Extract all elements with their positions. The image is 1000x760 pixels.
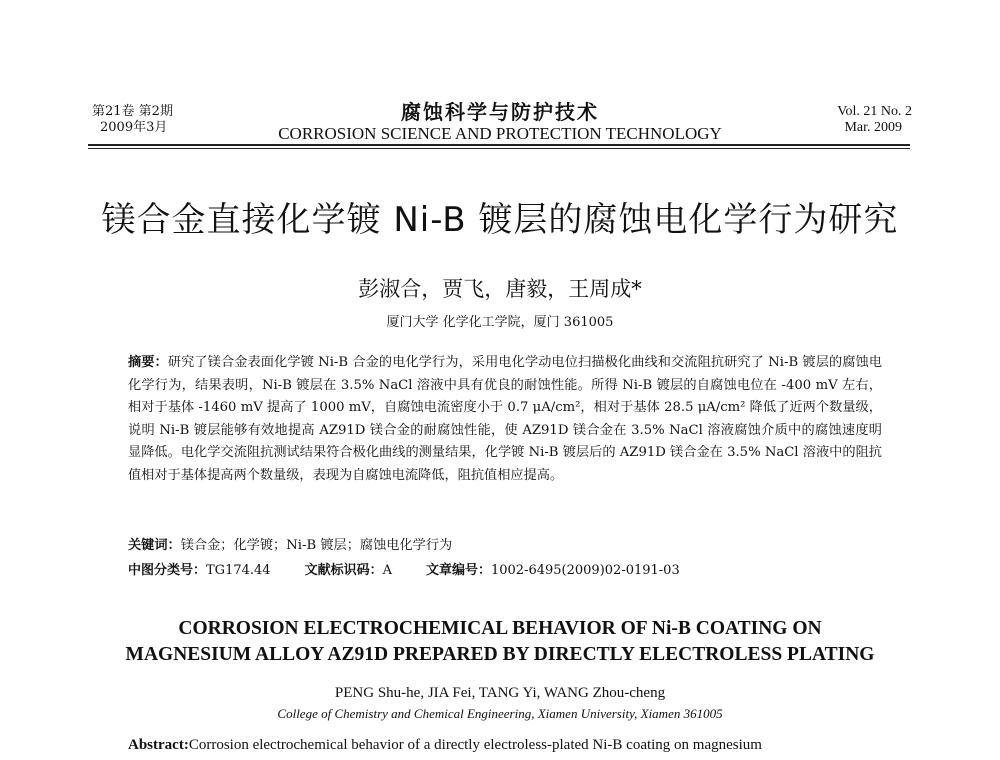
doc-code-label: 文献标识码：: [304, 563, 383, 578]
doc-code-value: A: [382, 563, 392, 578]
journal-title-en: CORROSION SCIENCE AND PROTECTION TECHNOLOGY: [278, 124, 722, 143]
date-en: Mar. 2009: [844, 120, 902, 135]
keywords-cn: [128, 536, 882, 556]
header-left: [92, 104, 173, 136]
volume-issue-en: Vol. 21 No. 2: [837, 104, 912, 119]
header-rule-thick: [88, 144, 910, 146]
article-title-en-line2: MAGNESIUM ALLOY AZ91D PREPARED BY DIRECTLY ELECTROLESS PLATING: [125, 644, 875, 665]
article-no-value: 1002-6495(2009)02-0191-03: [490, 563, 680, 578]
abstract-cn: [128, 352, 882, 487]
clc-value: TG174.44: [206, 563, 271, 578]
affiliation-en: College of Chemistry and Chemical Engineering, Xiamen University, Xiamen 361005: [277, 706, 723, 721]
abstract-cn-text: 研究了镁合金表面化学镀 Ni-B 合金的电化学行为，采用电化学动电位扫描极化曲线和交流阻抗研究了 Ni-B 镀层的腐蚀电化学行为，结果表明，Ni-B 镀层在 3.5% NaCl 溶液中具有优良的耐蚀性能。所得 Ni-B 镀层的自腐蚀电位在 -400 mV 左右，相对于基体 -1460 mV 提高了 1000 mV，自腐蚀电流密度小于 0.7 μA/cm²，相对于基体 28.5 μA/cm² 降低了近两个数量级，说明 Ni-B 镀层能够有效地提高 AZ91D 镁合金的耐腐蚀性能，使 AZ91D 镁合金在 3.5% NaCl 溶液腐蚀介质中的腐蚀速度明显降低。电化学交流阻抗测试结果符合极化曲线的测量结果，化学镀 Ni-B 镀层后的 AZ91D 镁合金在 3.5% NaCl 溶液中的阻抗值相对于基体提高两个数量级，表现为自腐蚀电流降低，阻抗值相应提高。: [128, 355, 883, 483]
authors-en: PENG Shu-he, JIA Fei, TANG Yi, WANG Zhou-cheng: [334, 685, 666, 701]
journal-title-cn: 腐蚀科学与防护技术: [401, 100, 599, 124]
clc-label: 中图分类号：: [128, 563, 207, 578]
authors-cn: 彭淑合，贾飞，唐毅，王周成*: [358, 277, 642, 301]
affiliation-cn: 厦门大学 化学化工学院，厦门 361005: [386, 315, 614, 330]
volume-issue-cn: 第21卷 第2期: [92, 104, 173, 119]
journal-header: [250, 100, 750, 144]
article-title-en: [70, 616, 930, 668]
article-no-label: 文章编号：: [425, 563, 491, 578]
abstract-cn-label: 摘要：: [128, 355, 168, 370]
keywords-cn-text: 镁合金；化学镀；Ni-B 镀层；腐蚀电化学行为: [180, 538, 453, 553]
abstract-en-text: Corrosion electrochemical behavior of a directly electroless-plated Ni-B coating on magnesium: [188, 737, 762, 753]
abstract-en-label: Abstract:: [128, 737, 189, 753]
classification-line: [128, 561, 882, 581]
header-right: [837, 104, 912, 136]
abstract-en: [128, 736, 888, 754]
date-cn: 2009年3月: [100, 120, 168, 135]
article-title-en-line1: CORROSION ELECTROCHEMICAL BEHAVIOR OF Ni-B COATING ON: [178, 618, 822, 639]
keywords-cn-label: 关键词：: [128, 538, 181, 553]
header-rule-thin: [88, 148, 910, 149]
article-title-cn: 镁合金直接化学镀 Ni-B 镀层的腐蚀电化学行为研究: [101, 200, 899, 240]
